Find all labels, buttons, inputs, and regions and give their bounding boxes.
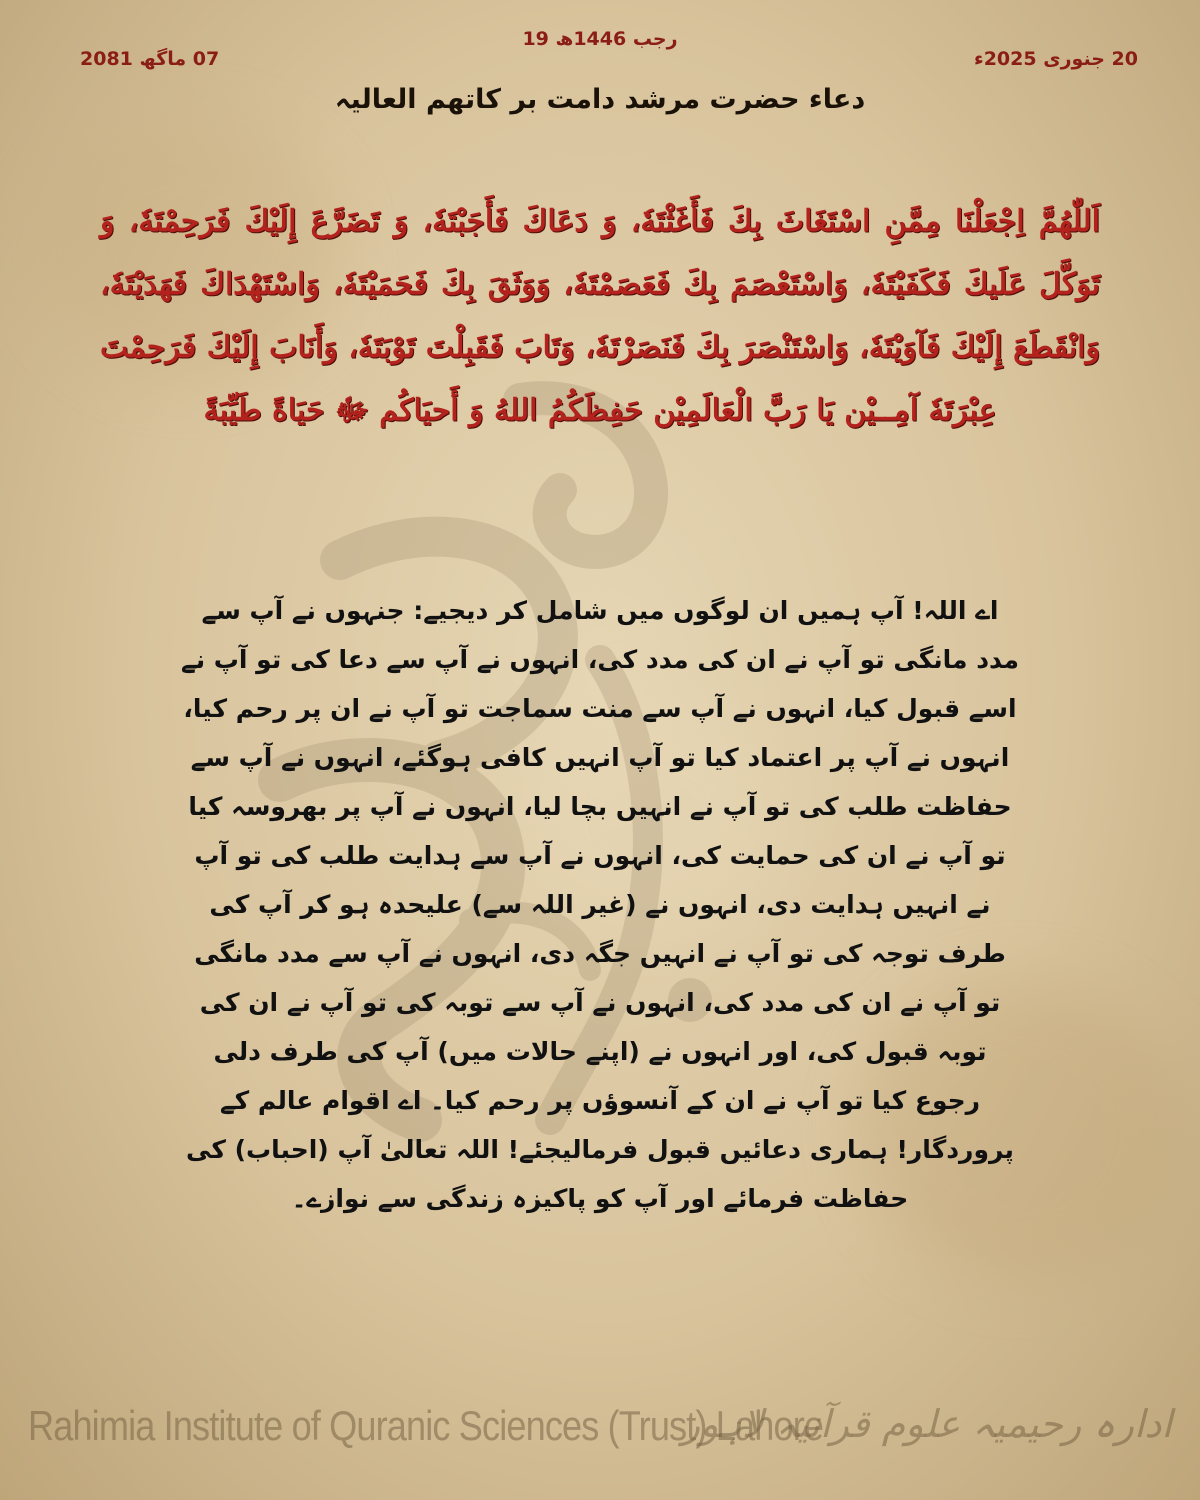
arabic-dua-text: اَللّٰهُمَّ اِجْعَلْنَا مِمَّنِ اسْتَغَاثَ بِكَ فَأَغَثْتَهٗ، وَ دَعَاكَ فَأَجَبْتَهٗ، وَ تَضَرَّعَ إِلَيْكَ فَرَحِمْتَهٗ، وَ تَوَكَّلَ عَلَيكَ فَكَفَيْتَهٗ، وَاسْتَعْصَمَ بِكَ فَعَصَمْتَهٗ، وَوَثَقَ بِكَ فَحَمَيْتَهٗ، وَاسْتَهْدَاكَ فَهَدَيْتَهٗ، وَانْقَطَعَ إِلَيْكَ فَآوَيْتَهٗ، وَاسْتَنْصَرَ بِكَ فَنَصَرْتَهٗ، وَتَابَ فَقَبِلْتَ تَوْبَتَهٗ، وَأَنَابَ إِلَيْكَ فَرَحِمْتَ عِبْرَتَهٗ آمِــيْن يَا رَبَّ الْعَالَمِيْن حَفِظَكُمُ اللهُ وَ أَحيَاكُم ﷻ حَيَاةً طَيِّبَةً: [100, 204, 1100, 428]
institute-logo-urdu: ادارہ رحیمیہ علوم قرآنیہ لاہور: [681, 1402, 1172, 1446]
hijri-date: 19 رجب 1446ھ: [522, 28, 678, 50]
institute-footer: [0, 1398, 1200, 1478]
gregorian-date: 20 جنوری 2025ء: [973, 48, 1138, 70]
institute-name-english: Rahimia Institute of Quranic Sciences (Trust) Lahore: [28, 1402, 824, 1449]
page-title: دعاء حضرت مرشد دامت بر کاتھم العالیہ: [334, 84, 866, 115]
urdu-translation-text: اے اللہ! آپ ہمیں ان لوگوں میں شامل کر دیجیے: جنہوں نے آپ سے مدد مانگی تو آپ نے ان کی مدد کی، انہوں نے آپ سے دعا کی تو آپ نے اسے قبول کیا، انہوں نے آپ سے منت سماجت تو آپ نے ان پر رحم کیا، انہوں نے آپ پر اعتماد کیا تو آپ انہیں کافی ہوگئے، انہوں نے آپ سے حفاظت طلب کی تو آپ نے انہیں بچا لیا، انہوں نے آپ پر بھروسہ کیا تو آپ نے ان کی حمایت کی، انہوں نے آپ سے ہدایت طلب کی تو آپ نے انہیں ہدایت دی، انہوں نے (غیر اللہ سے) علیحدہ ہو کر آپ کی طرف توجہ کی تو آپ نے انہیں جگہ دی، انہوں نے آپ سے مدد مانگی تو آپ نے ان کی مدد کی، انہوں نے آپ سے توبہ کی تو آپ نے ان کی توبہ قبول کی، اور انہوں نے (اپنے حالات میں) آپ کی طرف دلی رجوع کیا تو آپ نے ان کے آنسوؤں پر رحم کیا۔ اے اقوام عالم کے پروردگار! ہماری دعائیں قبول فرمالیجئے! اللہ تعالیٰ آپ (احباب) کی حفاظت فرمائے اور آپ کو پاکیزہ زندگی سے نوازے۔: [181, 596, 1019, 1213]
bikrami-date: 07 ماگھ 2081: [80, 48, 220, 70]
